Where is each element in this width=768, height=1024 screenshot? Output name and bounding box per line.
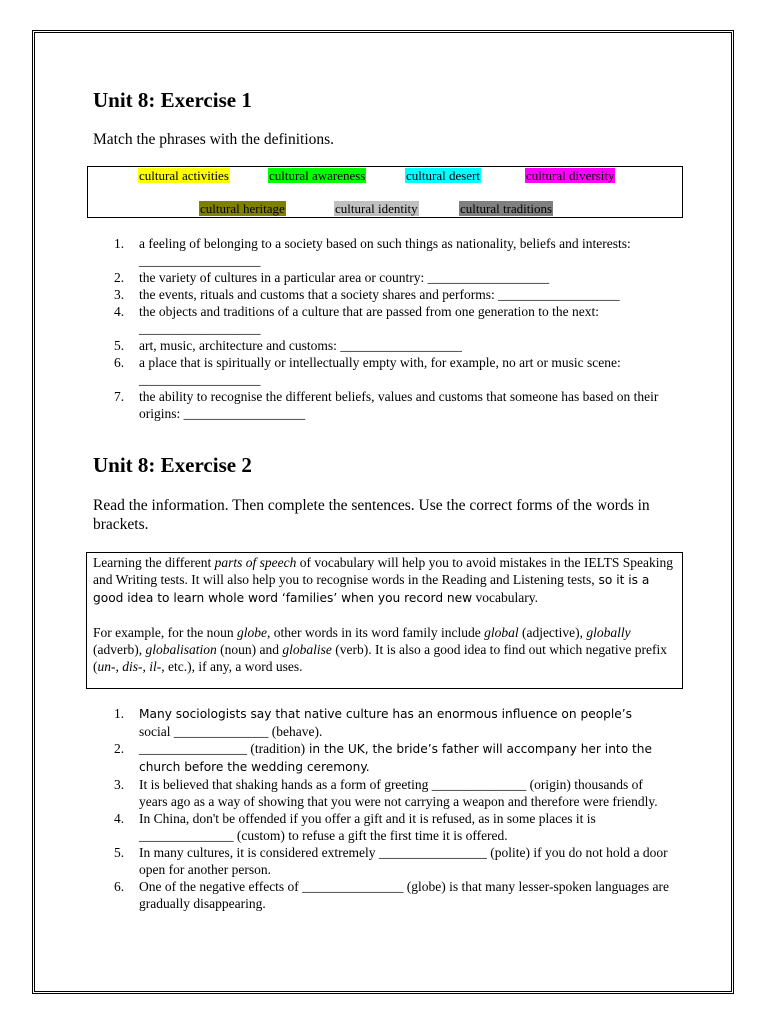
phrase-cultural-traditions: cultural traditions bbox=[460, 201, 553, 216]
exercise-2-list bbox=[93, 705, 669, 912]
list-item: a feeling of belonging to a society based on such things as nationality, beliefs and interests: __________________ bbox=[139, 236, 631, 268]
info-paragraph-2: For example, for the noun globe, other words in its word family include global (adjective), globally (adverb), globalisation (noun) and globalise (verb). It is also a good idea to find out which negative prefix (un-, dis-, il-, etc.), if any, a word uses. bbox=[93, 625, 668, 674]
phrase-cultural-desert: cultural desert bbox=[406, 168, 480, 183]
list-item: In China, don't be offended if you offer a gift and it is refused, as in some places it is ______________ (custom) to refuse a gift the first time it is offered. bbox=[139, 811, 596, 843]
list-item: It is believed that shaking hands as a form of greeting ______________ (origin) thousands of years ago as a way of showing that you were not carrying a weapon and therefore were friendly. bbox=[139, 777, 658, 809]
phrase-cultural-activities: cultural activities bbox=[139, 168, 229, 183]
list-item: art, music, architecture and customs: __________________ bbox=[139, 338, 462, 353]
exercise-1-list bbox=[93, 235, 669, 422]
list-item: the events, rituals and customs that a society shares and performs: __________________ bbox=[139, 287, 620, 302]
list-item: One of the negative effects of _______________ (globe) is that many lesser-spoken languages are gradually disappearing. bbox=[139, 879, 669, 911]
phrase-cultural-awareness: cultural awareness bbox=[269, 168, 366, 183]
list-item: the variety of cultures in a particular area or country: __________________ bbox=[139, 270, 550, 285]
list-item: a place that is spiritually or intellectually empty with, for example, no art or music scene: __________________ bbox=[139, 355, 621, 387]
list-item: ________________ (tradition) in the UK, the bride’s father will accompany her into the church before the wedding ceremony. bbox=[139, 741, 653, 774]
exercise-2-instruction: Read the information. Then complete the sentences. Use the correct forms of the words in brackets. bbox=[93, 497, 650, 533]
info-paragraph-1: Learning the different parts of speech of vocabulary will help you to avoid mistakes in the IELTS Speaking and Writing tests. It will also help you to recognise words in the Reading and Listening tests, so it is a good idea to learn whole word ‘families’ when you record new vocabulary. bbox=[93, 555, 674, 605]
info-box bbox=[86, 552, 683, 689]
phrase-box bbox=[87, 166, 683, 218]
list-item: the objects and traditions of a culture that are passed from one generation to the next: __________________ bbox=[139, 304, 599, 336]
list-item: the ability to recognise the different beliefs, values and customs that someone has based on their origins: __________________ bbox=[139, 389, 659, 421]
phrase-cultural-heritage: cultural heritage bbox=[200, 201, 285, 216]
exercise-1-title: Unit 8: Exercise 1 bbox=[93, 88, 252, 112]
list-item: Many sociologists say that native culture has an enormous influence on people’s social ______________ (behave). bbox=[139, 707, 632, 739]
phrase-cultural-diversity: cultural diversity bbox=[526, 168, 615, 183]
exercise-2-title: Unit 8: Exercise 2 bbox=[93, 453, 252, 477]
phrase-cultural-identity: cultural identity bbox=[335, 201, 418, 216]
list-item: In many cultures, it is considered extremely ________________ (polite) if you do not hold a door open for another person. bbox=[139, 845, 668, 877]
exercise-1-instruction: Match the phrases with the definitions. bbox=[93, 131, 335, 148]
